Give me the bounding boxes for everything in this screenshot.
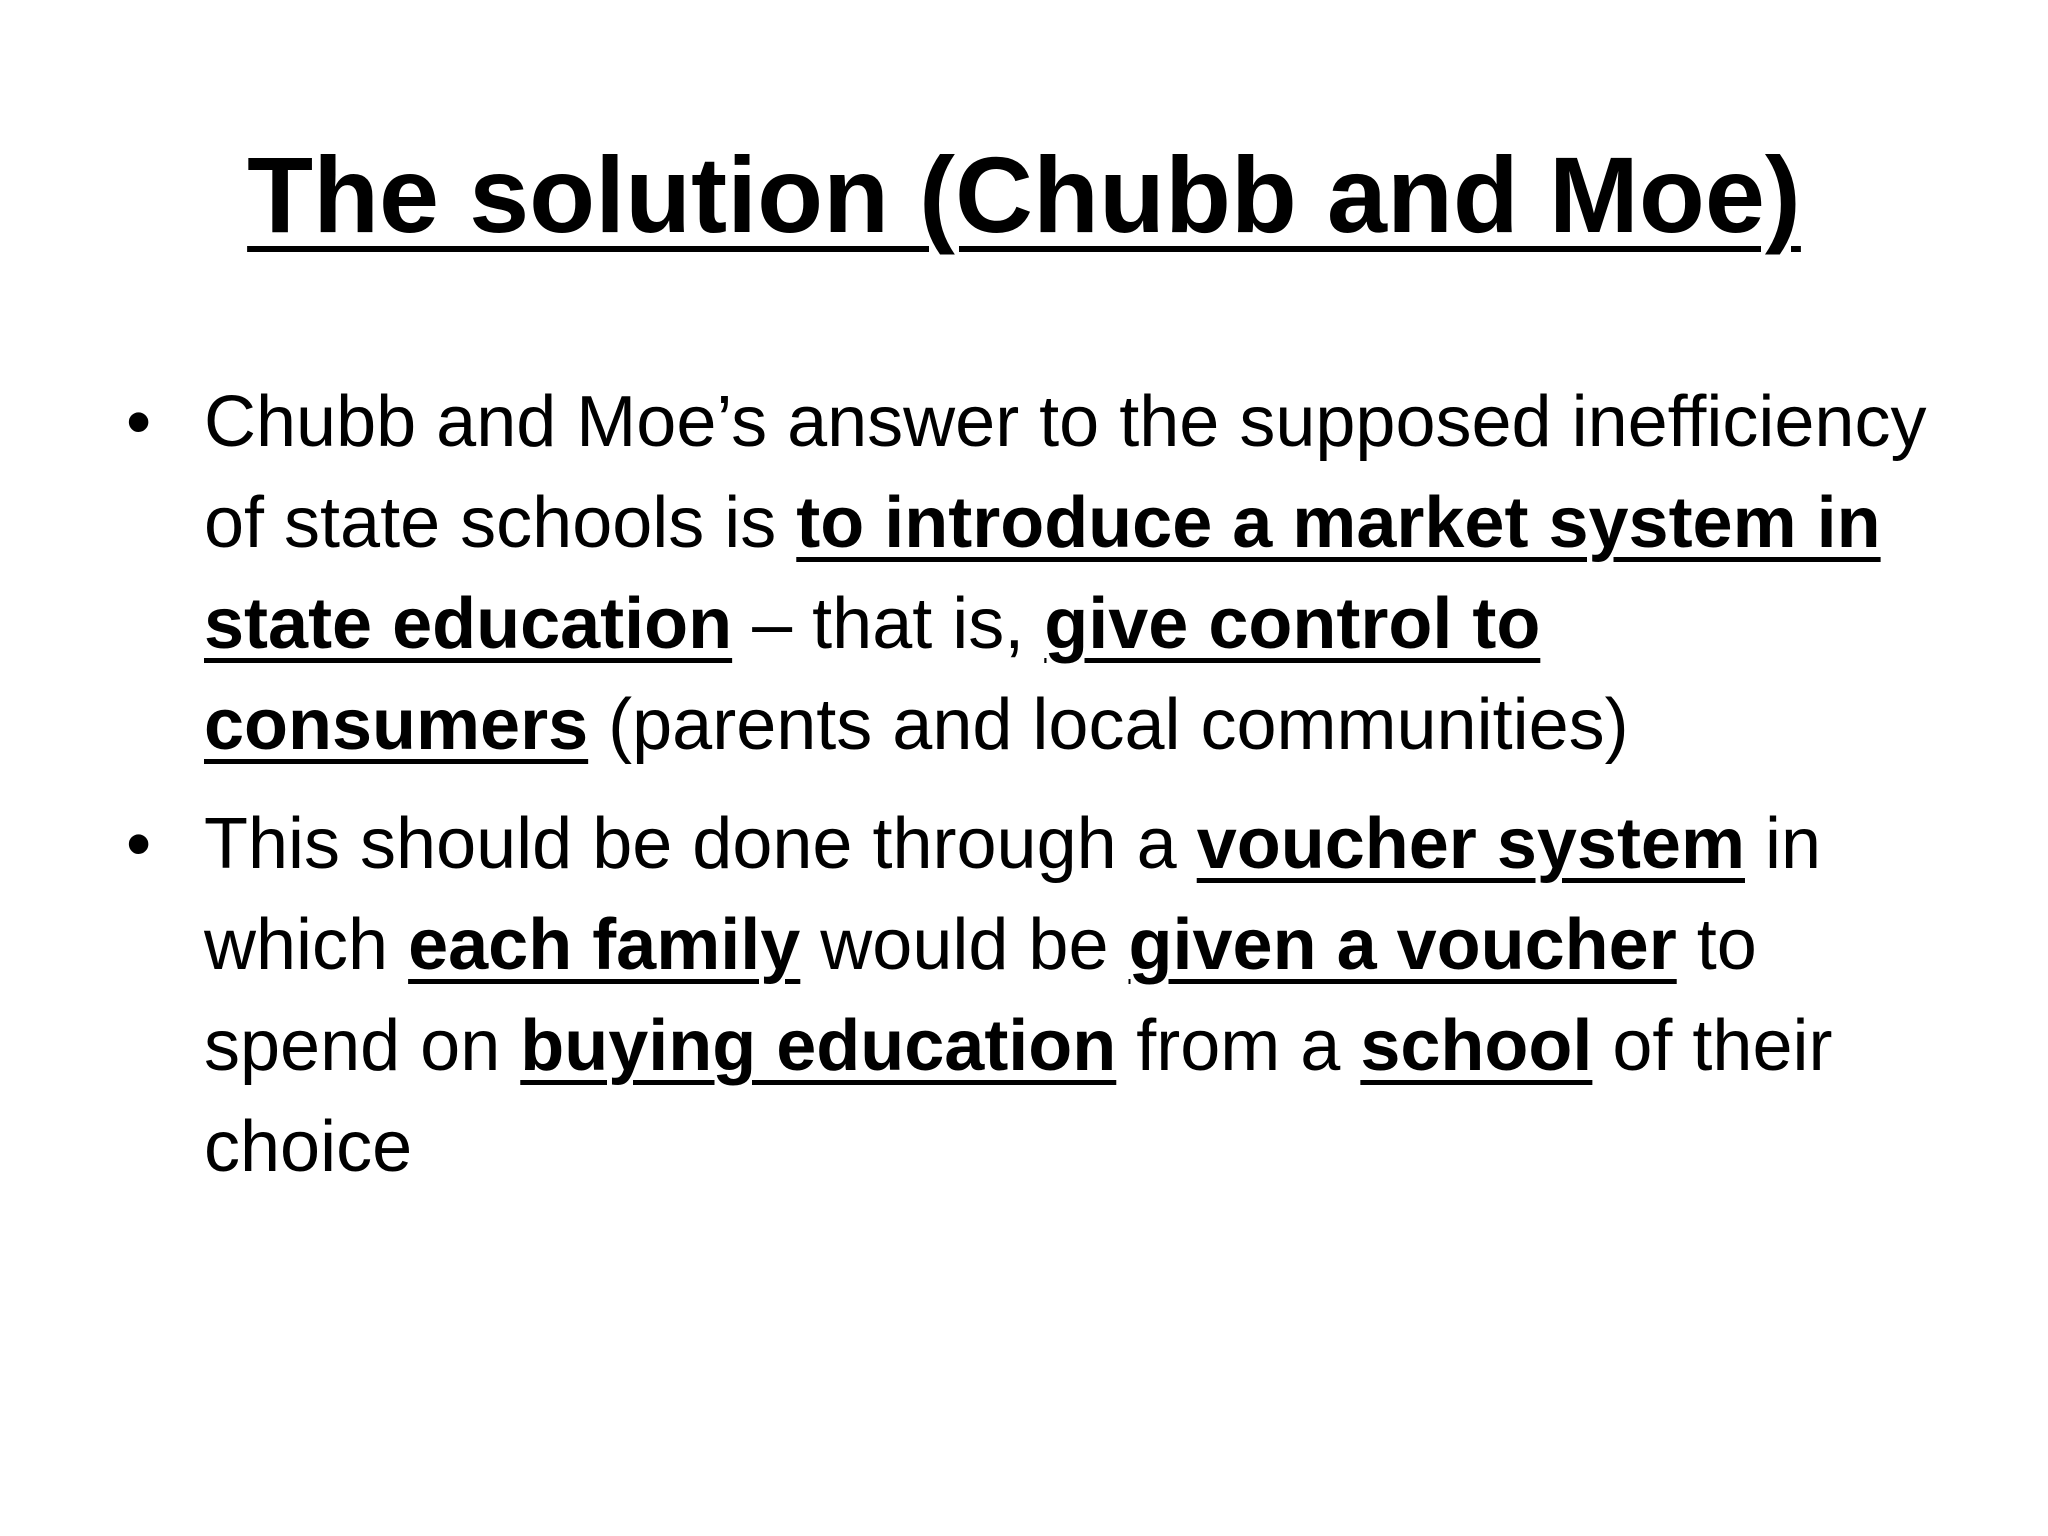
bullet-item-2 [124, 794, 1944, 1198]
bullet-segment: of their choice [204, 1006, 1833, 1187]
bullet-list [124, 372, 1944, 1216]
bullet-emphasis: each family [408, 905, 801, 985]
bullet-segment: would be [800, 905, 1129, 985]
bullet-emphasis: school [1360, 1006, 1593, 1086]
bullet-emphasis: given a voucher [1128, 905, 1677, 985]
bullet-segment: This should be done through a [204, 804, 1197, 884]
bullet-item-1 [124, 372, 1944, 776]
bullet-emphasis: to introduce a market system in state education [204, 483, 1881, 664]
bullet-segment: Chubb and Moe’s answer to the supposed inefficiency of state schools is [204, 382, 1927, 563]
bullet-text [204, 804, 1833, 1187]
bullet-emphasis: voucher system [1196, 804, 1745, 884]
bullet-segment: in which [204, 804, 1822, 985]
bullet-emphasis: give control to consumers [204, 584, 1541, 765]
bullet-emphasis: buying education [520, 1006, 1117, 1086]
bullet-dot-icon: • [126, 804, 152, 884]
bullet-text [204, 382, 1926, 765]
slide-title [0, 130, 2048, 260]
bullet-segment: from a [1116, 1006, 1361, 1086]
bullet-segment: – that is, [732, 584, 1045, 664]
bullet-segment: to spend on [204, 905, 1757, 1086]
slide-title-text: The solution (Chubb and Moe) [247, 134, 1801, 255]
bullet-dot-icon: • [126, 382, 152, 462]
bullet-segment: (parents and local communities) [588, 685, 1629, 765]
